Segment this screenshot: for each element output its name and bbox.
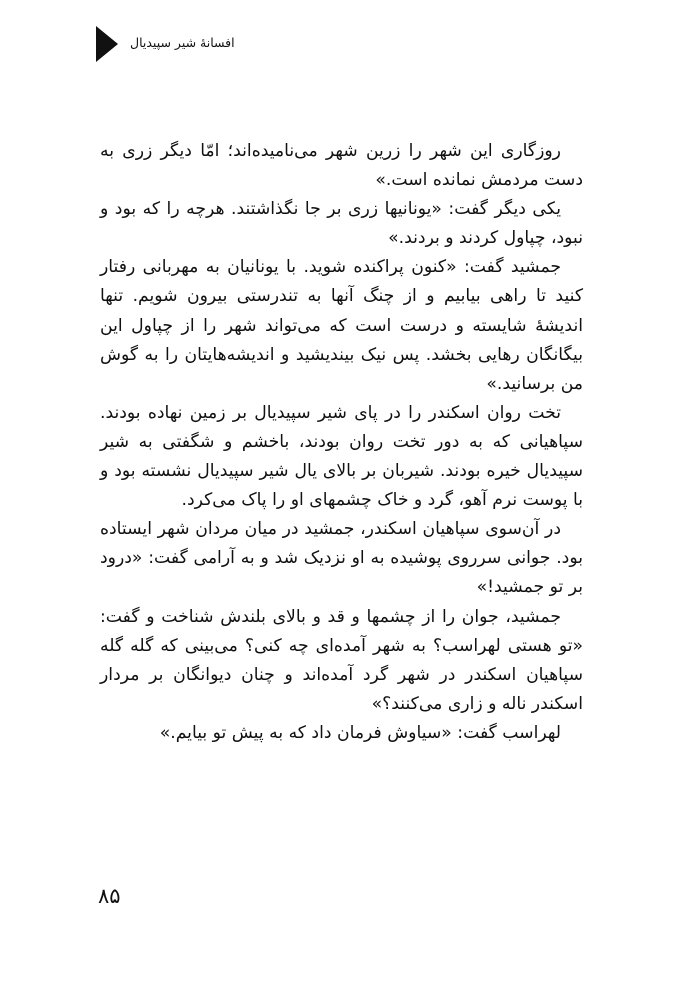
paragraph: در آن‌سوی سپاهیان اسکندر، جمشید در میان مردان شهر ایستاده بود. جوانی سرروی پوشیده به او نزدیک شد و به آرامی گفت: «درود بر تو جمشید!»	[100, 519, 583, 598]
paragraph: روزگاری این شهر را زرین شهر می‌نامیده‌اند؛ امّا دیگر زری به دست مردمش نمانده است.»	[100, 141, 583, 191]
body-text	[100, 137, 583, 748]
paragraph: لهراسب گفت: «سیاوش فرمان داد که به پیش تو بیایم.»	[159, 722, 561, 743]
running-header	[96, 26, 296, 66]
paragraph: تخت روان اسکندر را در پای شیر سپیدیال بر زمین نهاده بودند. سپاهیانی که به دور تخت روان بودند، باخشم و شگفتی به شیر سپیدیال خیره بودند. شیربان بر بالای یال شیر سپیدیال نشسته بود و با پوست نرم آهو، گرد و خاک چشمهای او را پاک می‌کرد.	[100, 402, 583, 511]
paragraph: یکی دیگر گفت: «یونانیها زری بر جا نگذاشتند. هرچه را که بود و نبود، چپاول کردند و بردند.»	[100, 199, 583, 249]
page-number: ۸۵	[98, 884, 121, 908]
paragraph: جمشید، جوان را از چشمها و قد و بالای بلندش شناخت و گفت: «تو هستی لهراسب؟ به شهر آمده‌ای چه کنی؟ می‌بینی که گله گله سپاهیان اسکندر در شهر گرد آمده‌اند و چنان دیوانگان بر مردار اسکندر ناله و زاری می‌کنند؟»	[100, 606, 583, 714]
running-header-title: افسانهٔ شیر سپیدیال	[130, 35, 235, 50]
paragraph: جمشید گفت: «کنون پراکنده شوید. با یونانیان به مهربانی رفتار کنید تا راهی بیابیم و از چنگ آنها به تندرستی بیرون شویم. تنها اندیشهٔ شایسته و درست است که می‌تواند شهر را از چپاول این بیگانگان رهایی بخشد. پس نیک بیندیشید و اندیشه‌هایتان را به گوش من برسانید.»	[100, 257, 583, 394]
triangle-marker-icon	[96, 26, 118, 62]
